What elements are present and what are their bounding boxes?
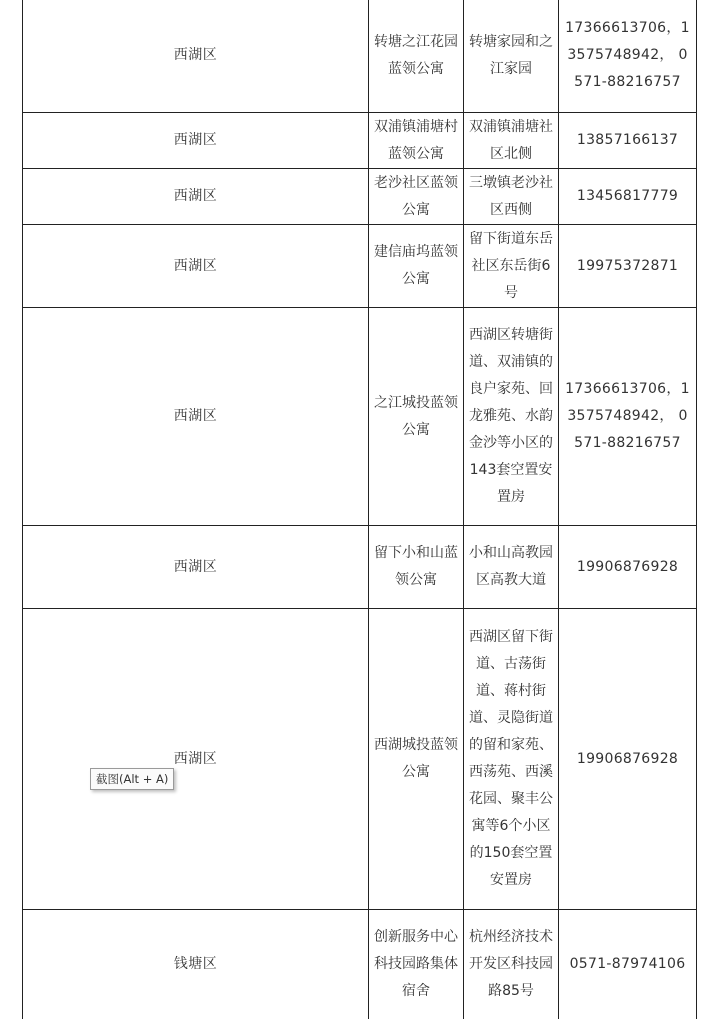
table-row: [23, 910, 697, 1019]
table-row: [23, 308, 697, 526]
apartment-table: [22, 0, 697, 1019]
phone-cell: 0571-87974106: [559, 910, 697, 1019]
address-cell: 双浦镇浦塘社区北侧: [464, 113, 559, 169]
district-cell: 西湖区: [23, 0, 369, 113]
table-row: [23, 113, 697, 169]
apartment-name-cell: 转塘之江花园蓝领公寓: [369, 0, 464, 113]
address-cell: 西湖区留下街道、古荡街道、蒋村街道、灵隐街道的留和家苑、西荡苑、西溪花园、聚丰公寓等6个小区的150套空置安置房: [464, 609, 559, 910]
address-cell: 西湖区转塘街道、双浦镇的良户家苑、回龙雅苑、水韵金沙等小区的143套空置安置房: [464, 308, 559, 526]
screenshot-tooltip: 截图(Alt + A): [90, 768, 174, 790]
phone-cell: 13857166137: [559, 113, 697, 169]
phone-cell: 17366613706，13575748942， 0571-88216757: [559, 0, 697, 113]
address-cell: 小和山高教园区高教大道: [464, 526, 559, 609]
phone-cell: 13456817779: [559, 169, 697, 225]
district-cell: 西湖区: [23, 609, 369, 910]
phone-cell: 19975372871: [559, 225, 697, 308]
address-cell: 留下街道东岳社区东岳街6号: [464, 225, 559, 308]
apartment-name-cell: 老沙社区蓝领公寓: [369, 169, 464, 225]
address-cell: 杭州经济技术开发区科技园路85号: [464, 910, 559, 1019]
district-cell: 钱塘区: [23, 910, 369, 1019]
address-cell: 三墩镇老沙社区西侧: [464, 169, 559, 225]
district-cell: 西湖区: [23, 308, 369, 526]
table-row: [23, 0, 697, 113]
apartment-name-cell: 之江城投蓝领公寓: [369, 308, 464, 526]
district-cell: 西湖区: [23, 169, 369, 225]
phone-cell: 19906876928: [559, 609, 697, 910]
district-cell: 西湖区: [23, 113, 369, 169]
district-cell: 西湖区: [23, 526, 369, 609]
table-row: [23, 225, 697, 308]
district-cell: 西湖区: [23, 225, 369, 308]
phone-cell: 17366613706，13575748942， 0571-88216757: [559, 308, 697, 526]
apartment-name-cell: 西湖城投蓝领公寓: [369, 609, 464, 910]
table-row: [23, 609, 697, 910]
table-row: [23, 169, 697, 225]
phone-cell: 19906876928: [559, 526, 697, 609]
apartment-name-cell: 建信庙坞蓝领公寓: [369, 225, 464, 308]
address-cell: 转塘家园和之江家园: [464, 0, 559, 113]
apartment-name-cell: 留下小和山蓝领公寓: [369, 526, 464, 609]
apartment-name-cell: 双浦镇浦塘村蓝领公寓: [369, 113, 464, 169]
apartment-name-cell: 创新服务中心科技园路集体宿舍: [369, 910, 464, 1019]
table-row: [23, 526, 697, 609]
